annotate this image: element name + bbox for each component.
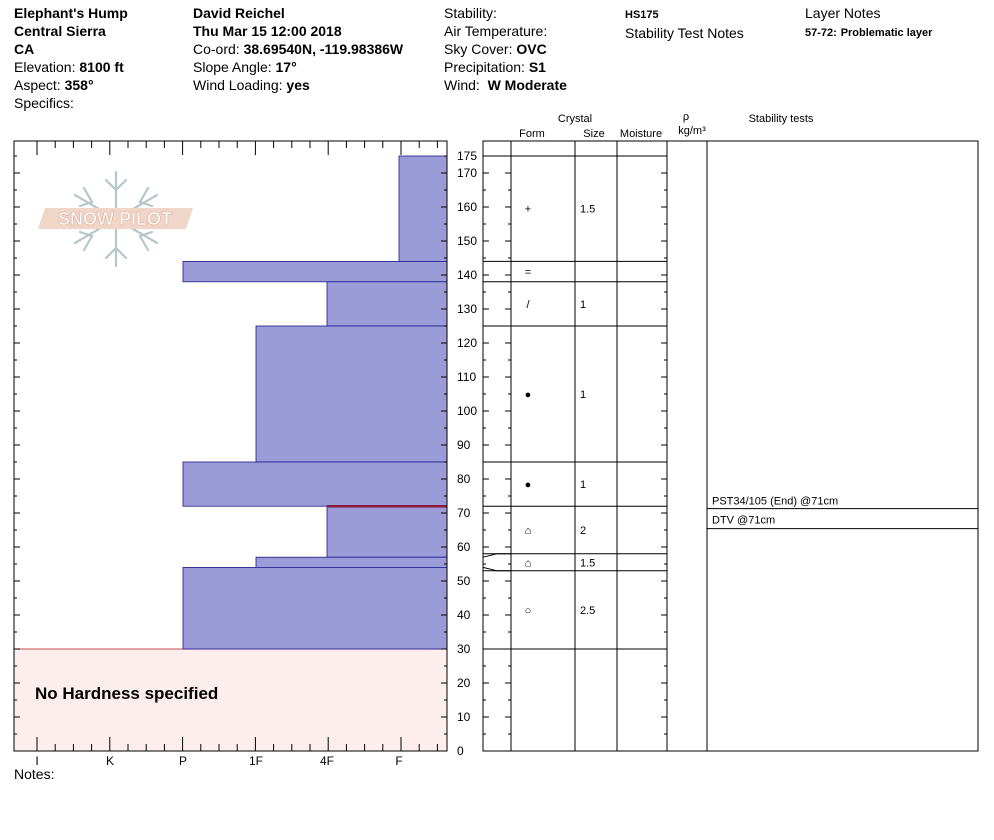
height-axis-labels xyxy=(457,149,477,758)
observer-name: David Reichel xyxy=(193,5,285,21)
sky-label: Sky Cover: xyxy=(444,41,513,57)
no-hardness-label: No Hardness specified xyxy=(35,684,219,703)
density-symbol: ρ xyxy=(682,111,690,123)
layer-notes-title: Layer Notes xyxy=(805,5,881,21)
elevation-label: Elevation: xyxy=(14,59,76,75)
crystal-size-value: 1 xyxy=(580,389,587,401)
crystal-size-value: 1.5 xyxy=(580,203,596,216)
size-header: Size xyxy=(583,128,605,140)
specifics-label: Specifics: xyxy=(14,95,74,111)
hardness-axis-labels xyxy=(35,754,402,768)
precip-value: S1 xyxy=(528,59,546,75)
hs-value: HS175 xyxy=(625,9,659,21)
height-tick-label: 100 xyxy=(457,404,478,418)
hardness-bar xyxy=(399,156,447,261)
height-tick-label: 170 xyxy=(457,166,478,180)
moisture-header: Moisture xyxy=(619,128,663,140)
crystal-form-symbol: ⌂ xyxy=(524,525,532,537)
stability-label: Stability: xyxy=(444,5,497,21)
aspect-label: Aspect: xyxy=(14,77,61,93)
sky-value: OVC xyxy=(516,41,547,57)
aspect-value: 358° xyxy=(64,77,94,93)
height-tick-label: 10 xyxy=(457,710,471,724)
height-tick-label: 50 xyxy=(457,574,471,588)
elevation-value: 8100 ft xyxy=(79,59,124,75)
state-name: CA xyxy=(14,41,35,57)
height-tick-label: 120 xyxy=(457,336,478,350)
height-tick-label: 150 xyxy=(457,234,478,248)
crystal-size-value: 1 xyxy=(580,298,587,311)
hardness-layers xyxy=(14,156,447,751)
crystal-form-symbol: ● xyxy=(524,479,532,492)
stability-tests-header: Stability tests xyxy=(748,113,814,125)
height-tick-label: 90 xyxy=(457,438,471,452)
air-temp-label: Air Temperature: xyxy=(444,23,548,39)
height-tick-label: 130 xyxy=(457,302,478,316)
logo-text: SNOW PILOT xyxy=(58,209,172,229)
notes-label: Notes: xyxy=(14,766,55,782)
hardness-tick-label: P xyxy=(178,754,188,768)
coord-value: 38.69540N, -119.98386W xyxy=(243,41,404,57)
stability-test-result: PST34/105 (End) @71cm xyxy=(712,495,839,508)
stability-notes-title: Stability Test Notes xyxy=(625,25,744,41)
height-tick-label: 60 xyxy=(457,540,471,554)
layer-table-frame xyxy=(483,141,978,751)
coord-label: Co-ord: xyxy=(193,41,240,57)
location-name: Elephant's Hump xyxy=(14,5,128,21)
hardness-bar xyxy=(327,282,447,326)
crystal-form-symbol: / xyxy=(526,298,530,311)
hardness-tick-label: I xyxy=(35,754,39,768)
crystal-form-symbol: ○ xyxy=(524,604,532,617)
hardness-bar xyxy=(256,557,447,567)
precip-label: Precipitation: xyxy=(444,59,525,75)
hardness-tick-label: 1F xyxy=(248,754,264,768)
crystal-size-value: 1.5 xyxy=(580,557,596,570)
slope-value: 17° xyxy=(275,59,297,75)
crystal-header: Crystal xyxy=(557,113,593,125)
height-tick-label: 80 xyxy=(457,472,471,486)
hardness-top-ticks xyxy=(37,141,437,155)
observation-datetime: Thu Mar 15 12:00 2018 xyxy=(193,23,342,39)
wind-loading-value: yes xyxy=(286,77,310,93)
height-tick-label: 0 xyxy=(457,744,464,758)
crystal-size-value: 2 xyxy=(580,525,587,537)
height-tick-label: 30 xyxy=(457,642,471,656)
layer-note-range: 57-72: xyxy=(805,27,837,39)
height-tick-label: 160 xyxy=(457,200,478,214)
crystal-size-value: 1 xyxy=(580,479,587,492)
slope-label: Slope Angle: xyxy=(193,59,272,75)
hardness-bar xyxy=(327,506,447,557)
range-name: Central Sierra xyxy=(14,23,106,39)
hardness-tick-label: 4F xyxy=(319,754,335,768)
height-tick-label: 20 xyxy=(457,676,471,690)
density-unit: kg/m³ xyxy=(678,125,706,137)
wind-value: W Moderate xyxy=(487,77,567,93)
hardness-tick-label: F xyxy=(395,754,403,768)
height-tick-label: 110 xyxy=(457,370,477,384)
stability-tests xyxy=(707,496,978,529)
crystal-form-symbol: = xyxy=(524,266,532,279)
height-tick-label: 175 xyxy=(457,149,478,163)
wind-label: Wind: xyxy=(444,77,480,93)
crystal-form-symbol: + xyxy=(524,203,532,216)
hardness-tick-label: K xyxy=(105,754,115,768)
stability-test-result: DTV @71cm xyxy=(712,514,776,527)
hardness-bar xyxy=(183,567,447,649)
crystal-size-value: 2.5 xyxy=(580,604,596,617)
layer-connector-upper xyxy=(483,554,511,557)
layer-connector-lower xyxy=(483,567,511,570)
height-tick-label: 140 xyxy=(457,268,478,282)
height-tick-label: 70 xyxy=(457,506,471,520)
snowpilot-logo xyxy=(38,172,193,266)
height-tick-label: 40 xyxy=(457,608,471,622)
form-header: Form xyxy=(519,128,545,140)
crystal-form-symbol: ● xyxy=(524,389,532,401)
layer-note-text: Problematic layer xyxy=(840,27,933,39)
hardness-bar xyxy=(183,261,447,281)
hardness-bar xyxy=(183,462,447,506)
hardness-bar xyxy=(256,326,447,462)
crystal-form-symbol: ⌂ xyxy=(524,557,532,570)
wind-loading-label: Wind Loading: xyxy=(193,77,283,93)
